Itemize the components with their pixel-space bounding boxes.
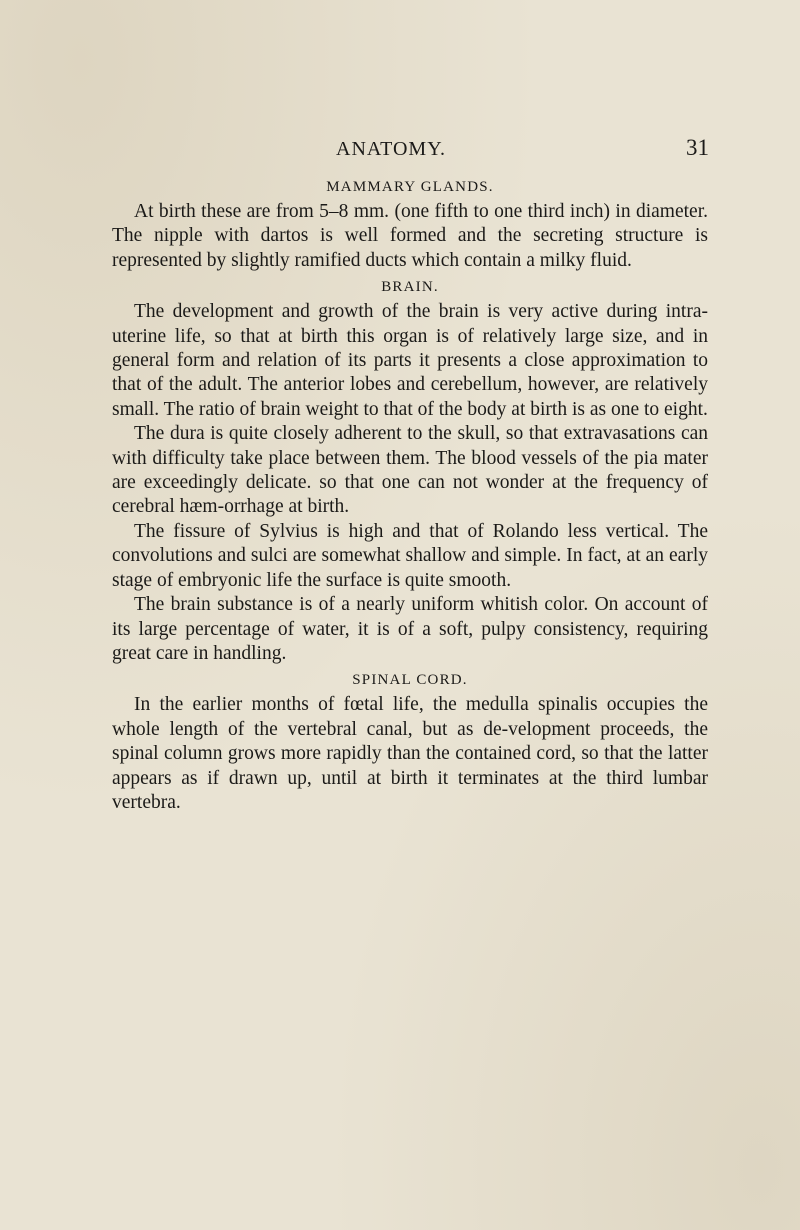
paragraph-spinal-cord: In the earlier months of fœtal life, the medulla spinalis occupies the whole length of the vertebral canal, but as de-velopment proceeds, the spinal column grows more rapidly than the contained cord, so that the latter appears as if drawn up, until at birth it terminates at the third lumbar vertebra. <box>112 694 708 813</box>
section-heading-brain: BRAIN. <box>381 279 439 296</box>
paragraph-brain-dura: The dura is quite closely adherent to the skull, so that extravasations can with difficulty take place between them. The blood vessels of the pia mater are exceedingly delicate. so that one can not wonder at the frequency of cerebral hæm-orrhage at birth. <box>112 423 708 518</box>
section-heading-spinal-cord: SPINAL CORD. <box>352 672 468 689</box>
page-number: 31 <box>686 135 709 160</box>
section-heading-mammary-glands: MAMMARY GLANDS. <box>326 179 494 195</box>
body-text <box>112 173 708 815</box>
paragraph-mammary-glands: At birth these are from 5–8 mm. (one fifth to one third inch) in diameter. The nipple with dartos is well formed and the secreting structure is represented by slightly ramified ducts which contain a milky fluid. <box>112 201 708 271</box>
paragraph-brain-substance: The brain substance is of a nearly uniform whitish color. On account of its large percentage of water, it is of a soft, pulpy consistency, requiring great care in handling. <box>112 594 708 664</box>
running-title: ANATOMY. <box>336 138 447 160</box>
paragraph-brain-fissures: The fissure of Sylvius is high and that of Rolando less vertical. The convolutions and sulci are somewhat shallow and simple. In fact, at an early stage of embryonic life the surface is quite smooth. <box>112 520 708 591</box>
running-head <box>0 135 800 168</box>
paragraph-brain-development: The development and growth of the brain is very active during intra-uterine life, so that at birth this organ is of relatively large size, and in general form and relation of its parts it presents a close approximation to that of the adult. The anterior lobes and cerebellum, however, are relatively small. The ratio of brain weight to that of the body at birth is as one to eight. <box>112 301 708 420</box>
